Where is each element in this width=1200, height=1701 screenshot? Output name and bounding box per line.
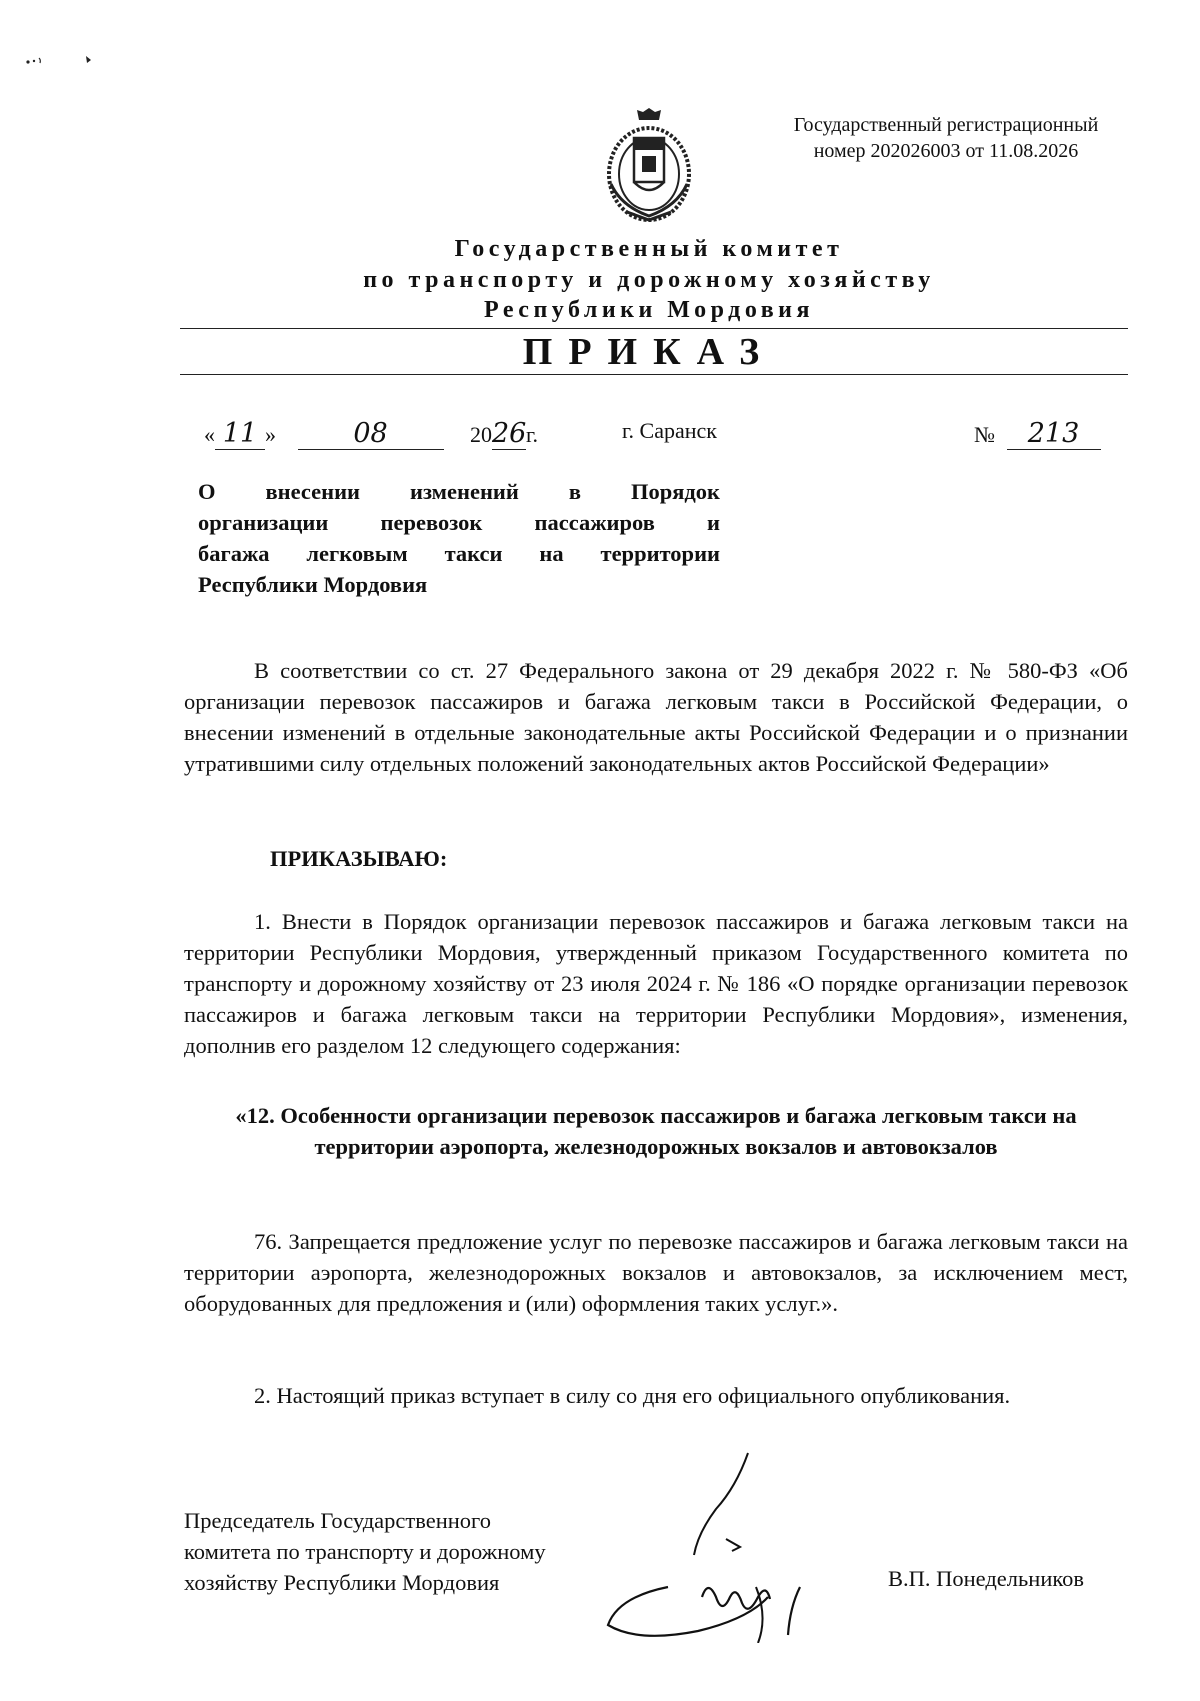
place-of-issue: г. Саранск [622, 418, 717, 443]
document-type-title: ПРИКАЗ [522, 331, 776, 373]
scan-speck-marks [22, 50, 112, 70]
date-year [470, 418, 538, 450]
organization-name-line-3: Республики Мордовия [484, 297, 814, 323]
command-heading: ПРИКАЗЫВАЮ: [270, 846, 448, 871]
registration-line-2: номер 202026003 от 11.08.2026 [813, 140, 1079, 162]
section-12-heading: «12. Особенности организации перевозок пассажиров и багажа легковым такси на территории аэропорта, железнодорожных вокзалов и автовокзалов [235, 1103, 1077, 1159]
item-1-paragraph: 1. Внести в Порядок организации перевозок пассажиров и багажа легковым такси на территории Республики Мордовия, утвержденный приказом Государственного комитета по транспорту и дорожному хозяйству от 23 июля 2024 г. № 186 «О порядке организации перевозок пассажиров и багажа легковым такси на территории Республики Мордовия», изменения, дополнив его разделом 12 следующего содержания: [184, 909, 1128, 1058]
organization-name-line-1: Государственный комитет [454, 236, 844, 262]
signatory-title-line-3: хозяйству Республики Мордовия [184, 1570, 500, 1595]
subject-line-1: О внесении изменений в Порядок [198, 479, 720, 504]
date-day: 11 [215, 418, 265, 450]
date-field [204, 418, 444, 450]
subject-line-2: организации перевозок пассажиров и [198, 510, 720, 535]
date-quote-open: « [204, 422, 215, 447]
header-divider-top [180, 328, 1128, 329]
subject-line-3: багажа легковым такси на территории [198, 541, 720, 566]
order-subject [198, 476, 720, 600]
order-number-label: № [974, 422, 995, 447]
registration-stamp [766, 112, 1126, 164]
subject-line-4: Республики Мордовия [198, 572, 428, 597]
date-year-unit: г. [526, 422, 539, 447]
order-number [974, 418, 1101, 450]
item-2-paragraph: 2. Настоящий приказ вступает в силу со дня его официального опубликования. [254, 1383, 1011, 1408]
date-year-prefix: 20 [470, 422, 492, 447]
date-year-suffix: 26 [492, 418, 527, 449]
coat-of-arms-emblem [603, 108, 695, 224]
signatory-name: В.П. Понедельников [888, 1566, 1085, 1591]
clause-76-paragraph: 76. Запрещается предложение услуг по перевозке пассажиров и багажа легковым такси на территории аэропорта, железнодорожных вокзалов и автовокзалов, за исключением мест, оборудованных для предложения и (или) оформления таких услуг.». [184, 1229, 1128, 1316]
preamble-paragraph: В соответствии со ст. 27 Федерального закона от 29 декабря 2022 г. № 580-ФЗ «Об организации перевозок пассажиров и багажа легковым такси в Российской Федерации, о внесении изменений в отдельные законодательные акты Российской Федерации и о признании утратившими силу отдельных положений законодательных актов Российской Федерации» [184, 658, 1128, 776]
date-month: 08 [298, 418, 444, 450]
organization-name-line-2: по транспорту и дорожному хозяйству [363, 267, 935, 293]
signatory-title [184, 1505, 644, 1598]
signatory-title-line-2: комитета по транспорту и дорожному [184, 1539, 546, 1564]
handwritten-signature [598, 1447, 828, 1643]
signatory-title-line-1: Председатель Государственного [184, 1508, 491, 1533]
order-number-value: 213 [1007, 418, 1101, 450]
registration-line-1: Государственный регистрационный [793, 114, 1099, 136]
date-quote-close: » [265, 422, 276, 447]
header-divider-bottom [180, 374, 1128, 375]
